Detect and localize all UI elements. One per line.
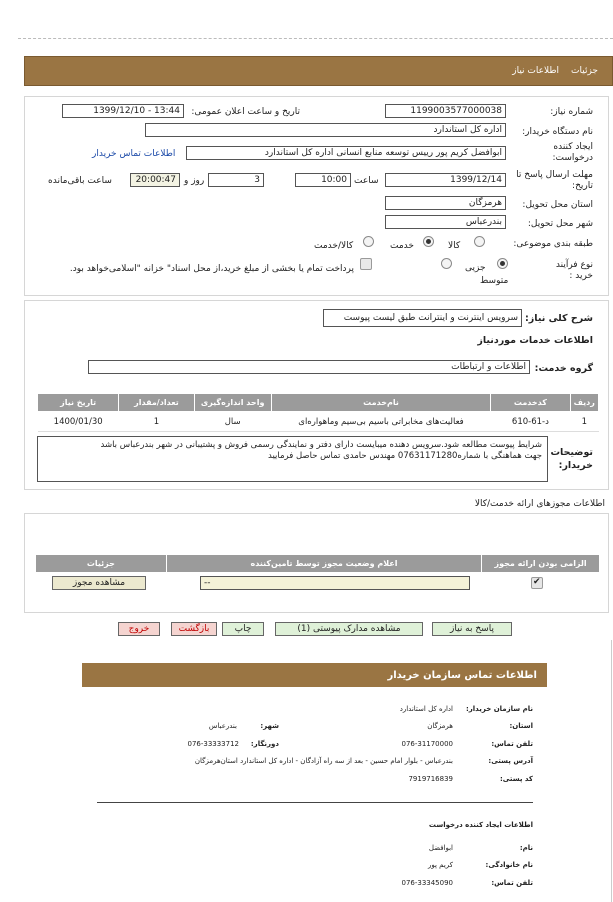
fax-label: دورنگار: <box>250 740 279 748</box>
buyer-contact-link[interactable]: اطلاعات تماس خریدار <box>92 149 176 159</box>
tab-need-info[interactable]: اطلاعات نیاز <box>512 66 560 76</box>
col-row: ردیف <box>570 394 598 412</box>
page-header-bar <box>24 56 613 86</box>
exit-button[interactable]: خروج <box>118 622 160 636</box>
category-label: طبقه بندی موضوعی: <box>513 239 593 249</box>
cell-name: فعالیت‌های مخابراتی باسیم بی‌سیم وماهواره‌ای <box>271 412 491 432</box>
days-label: روز و <box>184 176 205 186</box>
creator-phone-value: 076-33345090 <box>401 879 453 887</box>
need-number-label: شماره نیاز: <box>550 107 593 117</box>
group-field: اطلاعات و ارتباطات <box>88 360 530 374</box>
postal-value: 7919716839 <box>408 775 453 783</box>
tab-details[interactable]: جزئیات <box>571 66 598 76</box>
fax-value: 076-33333712 <box>187 740 239 748</box>
buyer-notes-line2: جهت هماهنگی با شماره07631171280 مهندس حامدی تماس حاصل فرمایید <box>267 451 542 461</box>
table-row <box>38 412 599 432</box>
buyer-org-label: نام دستگاه خریدار: <box>522 127 593 137</box>
summary-label: شرح کلی نیاز: <box>524 313 593 324</box>
phone-contact-label: تلفن تماس: <box>491 740 533 748</box>
announce-field: 1399/12/10 - 13:44 <box>62 104 184 118</box>
col-permit-status: اعلام وضعیت مجوز توسط تامین‌کننده <box>166 555 481 573</box>
treasury-payment-checkbox[interactable] <box>360 258 372 270</box>
announce-label: تاریخ و ساعت اعلان عمومی: <box>191 107 300 117</box>
city-contact-label: شهر: <box>260 722 279 730</box>
last-name-label: نام خانوادگی: <box>485 861 533 869</box>
right-border-line <box>611 640 612 902</box>
contact-header: اطلاعات تماس سازمان خریدار <box>82 663 547 687</box>
first-name-label: نام: <box>519 844 533 852</box>
category-option-goods-service: کالا/خدمت <box>314 241 354 251</box>
time-label: ساعت <box>354 176 379 186</box>
category-option-service: خدمت <box>390 241 414 251</box>
process-radio-medium[interactable] <box>441 258 452 269</box>
buyer-notes-label: توضیحات خریدار: <box>550 447 593 471</box>
need-number-field: 1199003577000038 <box>385 104 506 118</box>
group-label: گروه خدمت: <box>534 363 593 374</box>
service-table <box>37 393 599 432</box>
check-icon: ✔ <box>533 577 541 587</box>
contact-divider <box>97 802 533 803</box>
city-label: شهر محل تحویل: <box>527 219 593 229</box>
province-contact-label: استان: <box>509 722 533 730</box>
print-button[interactable]: چاپ <box>222 622 264 636</box>
remaining-time-field: 20:00:47 <box>130 173 180 187</box>
province-field: هرمزگان <box>385 196 506 210</box>
cell-row: 1 <box>570 412 598 432</box>
col-unit: واحد اندازه‌گیری <box>194 394 271 412</box>
cell-date: 1400/01/30 <box>38 412 119 432</box>
category-radio-service[interactable] <box>423 236 434 247</box>
creator-label: ایجاد کننده درخواست: <box>552 142 593 163</box>
phone-contact-value: 076-31170000 <box>401 740 453 748</box>
col-name: نام‌خدمت <box>271 394 491 412</box>
services-title: اطلاعات خدمات موردنیاز <box>477 335 593 346</box>
org-name-label: نام سازمان خریدار: <box>465 705 533 713</box>
creator-field: ابوافضل کریم پور رییس توسعه منابع انسانی اداره کل استاندارد <box>186 146 506 160</box>
deadline-label: مهلت ارسال پاسخ تا تاریخ: <box>516 170 593 191</box>
process-radio-small[interactable] <box>497 258 508 269</box>
top-divider <box>18 38 613 39</box>
process-option-medium: متوسط <box>480 276 509 286</box>
permits-table <box>35 554 600 573</box>
respond-button[interactable]: پاسخ به نیاز <box>432 622 512 636</box>
col-permit-required: الزامی بودن ارائه مجوز <box>482 555 600 573</box>
col-qty: تعداد/مقدار <box>119 394 194 412</box>
last-name-value: کریم پور <box>428 861 453 869</box>
province-contact-value: هرمزگان <box>427 722 453 730</box>
cell-qty: 1 <box>119 412 194 432</box>
back-button[interactable]: بازگشت <box>171 622 217 636</box>
remaining-label: ساعت باقی‌مانده <box>48 176 112 186</box>
cell-unit: سال <box>194 412 271 432</box>
buyer-org-field: اداره کل استاندارد <box>145 123 506 137</box>
province-label: استان محل تحویل: <box>522 200 593 210</box>
org-name-value: اداره کل استاندارد <box>399 705 453 713</box>
creator-info-title: اطلاعات ایجاد کننده درخواست <box>428 821 533 829</box>
creator-phone-label: تلفن تماس: <box>491 879 533 887</box>
postal-label: کد پستی: <box>499 775 533 783</box>
deadline-time-field: 10:00 <box>295 173 351 187</box>
process-label: نوع فرآیند خرید : <box>555 260 593 281</box>
col-code: کدخدمت <box>491 394 570 412</box>
category-radio-goods-service[interactable] <box>363 236 374 247</box>
first-name-value: ابوافضل <box>428 844 453 852</box>
col-permit-details: جزئیات <box>36 555 167 573</box>
buyer-notes-line1: شرایط پیوست مطالعه شود.سرویس دهنده میبایست دارای دفتر و نمایندگی رسمی فروش و پشتیبانی در شهر بندرعباس باشد <box>100 440 542 450</box>
permit-status-field: -- <box>200 576 470 590</box>
days-field: 3 <box>208 173 264 187</box>
deadline-date-field: 1399/12/14 <box>385 173 506 187</box>
city-contact-value: بندرعباس <box>208 722 237 730</box>
summary-field: سرویس اینترنت و اینترانت طبق لیست پیوست <box>323 309 522 327</box>
process-option-small: جزیی <box>465 263 486 273</box>
category-radio-goods[interactable] <box>474 236 485 247</box>
category-option-goods: کالا <box>448 241 461 251</box>
city-field: بندرعباس <box>385 215 506 229</box>
payment-note: پرداخت تمام یا بخشی از مبلغ خرید،از محل اسناد" خزانه "اسلامی‌خواهد بود. <box>69 264 354 274</box>
buyer-notes-box <box>37 436 548 482</box>
col-date: تاریخ نیاز <box>38 394 119 412</box>
permits-title: اطلاعات مجوزهای ارائه خدمت/کالا <box>474 499 605 509</box>
view-permit-button[interactable]: مشاهده مجوز <box>52 576 146 590</box>
address-value: بندرعباس - بلوار امام حسین - بعد از سه راه آزادگان - اداره کل استاندارد استان‌هرمزگان <box>194 757 453 765</box>
view-attachments-button[interactable]: مشاهده مدارک پیوستی (1) <box>275 622 423 636</box>
cell-code: د-61-610 <box>491 412 570 432</box>
address-label: آدرس پستی: <box>488 757 533 765</box>
